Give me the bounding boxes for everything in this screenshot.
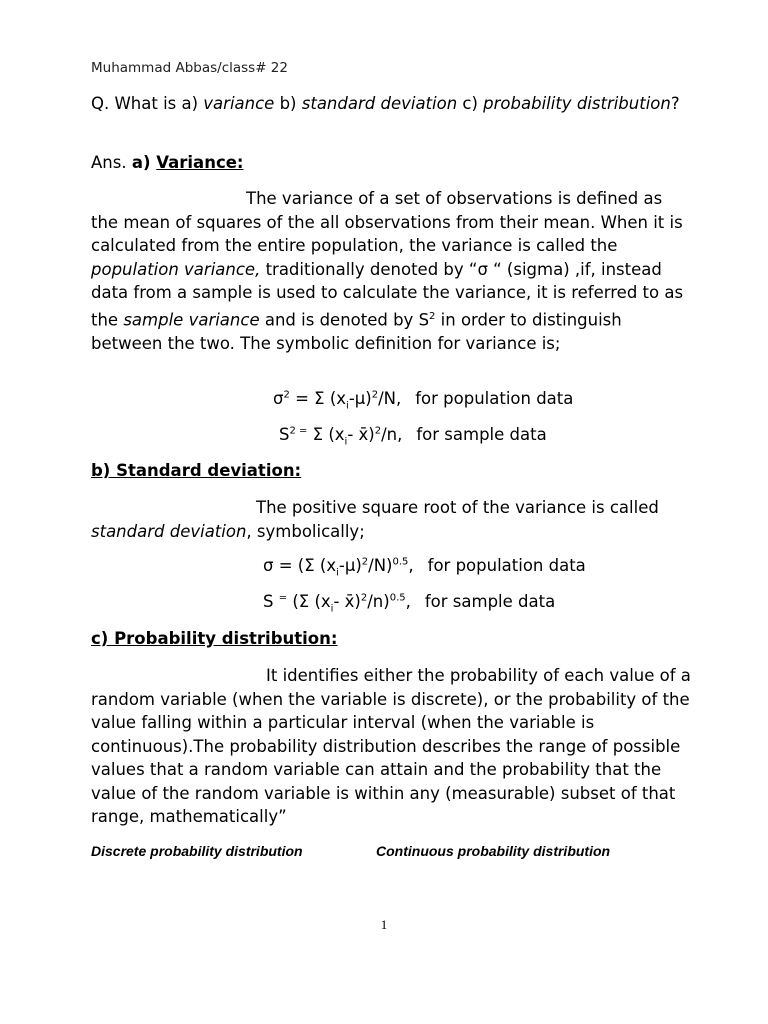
author-header	[91, 60, 691, 76]
variance-italic-sample: sample variance	[123, 310, 260, 329]
question-term-std: standard deviation	[301, 94, 458, 113]
answer-line	[91, 151, 691, 174]
answer-label-a: a)	[131, 153, 157, 172]
variance-paragraph	[91, 187, 691, 355]
prob-heading: c) Probability distribution:	[91, 629, 338, 648]
formula-desc: for population data	[427, 556, 586, 575]
discrete-label: Discrete probability distribution	[91, 843, 303, 859]
variance-text-3: and is denoted by S	[259, 310, 430, 329]
variance-text-1: The variance of a set of observations is defined as the mean of squares of the all observations from their mean. When it is calculated from the entire population, the variance is called the	[91, 189, 683, 255]
question-term-variance: variance	[203, 94, 275, 113]
variance-text-4: in order to distinguish between the two. The symbolic definition for variance is;	[91, 310, 622, 353]
formula-desc: for population data	[415, 389, 574, 408]
std-text-2: , symbolically;	[246, 521, 365, 541]
page-number: 1	[380, 917, 388, 932]
question-prefix: Q. What is a)	[91, 94, 204, 113]
std-paragraph	[91, 496, 691, 543]
question-text	[91, 92, 691, 115]
variance-italic-population: population variance,	[91, 259, 261, 279]
question-sep-c: c)	[457, 94, 484, 113]
question-sep-b: b)	[274, 94, 302, 113]
continuous-label: Continuous probability distribution	[376, 843, 611, 859]
variance-text-2: traditionally denoted by “σ “ (sigma) ,if, instead data from a sample is used to calculate the variance, it is referred to as the	[91, 259, 684, 329]
formula-desc: for sample data	[416, 425, 547, 444]
author-text: Muhammad Abbas/class# 22	[91, 60, 288, 76]
std-heading: b) Standard deviation:	[91, 461, 302, 480]
question-term-prob: probability distribution	[483, 94, 671, 113]
std-text-1: The positive square root of the variance is called	[256, 498, 659, 517]
std-formula-population: σ = (Σ $(x_i-\mu)^2/N)^{0.5}$, for population data	[263, 556, 586, 579]
variance-formula-sample: $S^{2 =}$ Σ ($x_i-$ x̄)$^2$/n, for sample data	[279, 425, 547, 448]
variance-superscript: 2	[429, 310, 436, 322]
question-suffix: ?	[670, 94, 680, 113]
prob-text: It identifies either the probability of each value of a random variable (when the variable is discrete), or the probability of the value falling within a particular interval (when the variable is continuous).The probability distribution describes the range of possible values that a random variable can attain and the probability that the value of the random variable is within any (measurable) subset of that range, mathematically”	[91, 666, 691, 826]
prob-paragraph	[91, 664, 691, 829]
variance-heading: Variance:	[156, 153, 244, 172]
formula-desc: for sample data	[424, 592, 556, 611]
distribution-labels	[91, 843, 691, 859]
answer-prefix: Ans.	[91, 153, 132, 172]
std-italic: standard deviation	[91, 521, 247, 541]
variance-formula-population: $\sigma^2 = \Sigma$ $(x_i-\mu)^2/N$, for population data	[273, 389, 574, 412]
std-formula-sample: S = (Σ ($x_i-$ x̄)$^2$/n)$^{0.5}$, for sample data	[263, 592, 556, 615]
